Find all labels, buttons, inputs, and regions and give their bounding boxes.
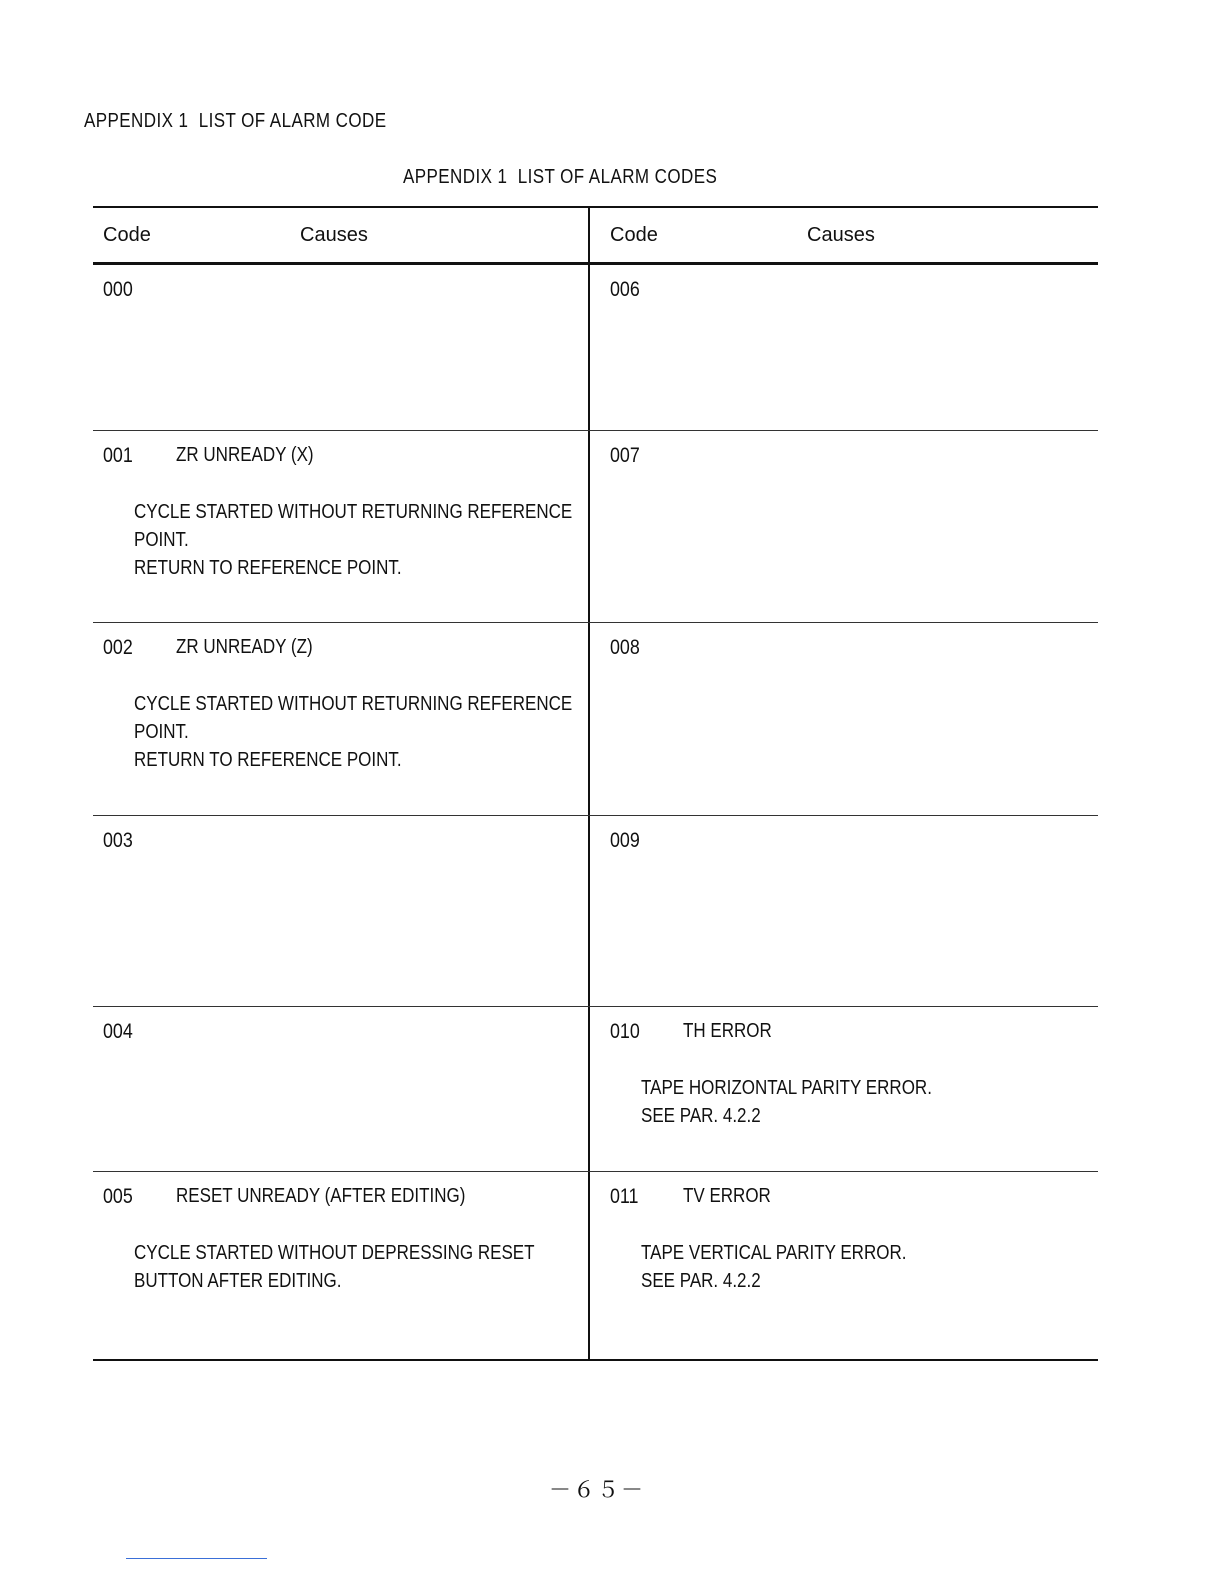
alarm-description — [134, 1239, 576, 1295]
description-line: TAPE VERTICAL PARITY ERROR. — [641, 1242, 907, 1264]
description-line: RETURN TO REFERENCE POINT. — [134, 557, 402, 579]
description-line: POINT. — [134, 721, 189, 743]
description-line: CYCLE STARTED WITHOUT RETURNING REFERENCE — [134, 501, 573, 523]
description-line: CYCLE STARTED WITHOUT RETURNING REFERENCE — [134, 693, 573, 715]
alarm-code: 000 — [103, 278, 133, 301]
alarm-description — [641, 1074, 1083, 1130]
footer-rule — [126, 1558, 267, 1559]
description-line: TAPE HORIZONTAL PARITY ERROR. — [641, 1077, 932, 1099]
alarm-name: RESET UNREADY (AFTER EDITING) — [176, 1185, 466, 1207]
alarm-code: 007 — [610, 444, 640, 467]
row-rule — [93, 430, 1098, 431]
row-rule — [93, 1006, 1098, 1007]
column-divider — [588, 208, 590, 1359]
description-line: POINT. — [134, 529, 189, 551]
alarm-code: 005 — [103, 1185, 133, 1208]
alarm-name: TV ERROR — [683, 1185, 771, 1207]
alarm-code-table — [93, 206, 1098, 1361]
description-line: SEE PAR. 4.2.2 — [641, 1105, 761, 1127]
description-line: CYCLE STARTED WITHOUT DEPRESSING RESET — [134, 1242, 535, 1264]
alarm-code: 010 — [610, 1020, 640, 1043]
alarm-code: 003 — [103, 829, 133, 852]
header-code-right: Code — [610, 224, 658, 246]
alarm-code: 002 — [103, 636, 133, 659]
alarm-code: 008 — [610, 636, 640, 659]
header-code-left: Code — [103, 224, 151, 246]
page-number: －６５－ — [549, 1477, 646, 1502]
header-rule — [93, 262, 1098, 265]
alarm-description — [134, 690, 576, 774]
table-title: APPENDIX 1 LIST OF ALARM CODES — [403, 166, 718, 188]
alarm-name: TH ERROR — [683, 1020, 772, 1042]
row-rule — [93, 1171, 1098, 1172]
description-line: RETURN TO REFERENCE POINT. — [134, 749, 402, 771]
alarm-code: 004 — [103, 1020, 133, 1043]
alarm-code: 011 — [610, 1185, 639, 1208]
section-title: APPENDIX 1 LIST OF ALARM CODE — [84, 110, 387, 132]
header-causes-left: Causes — [300, 224, 368, 246]
alarm-name: ZR UNREADY (Z) — [176, 636, 313, 658]
header-causes-right: Causes — [807, 224, 875, 246]
description-line: SEE PAR. 4.2.2 — [641, 1270, 761, 1292]
alarm-name: ZR UNREADY (X) — [176, 444, 314, 466]
description-line: BUTTON AFTER EDITING. — [134, 1270, 342, 1292]
alarm-description — [134, 498, 576, 582]
row-rule — [93, 622, 1098, 623]
alarm-code: 006 — [610, 278, 640, 301]
alarm-description — [641, 1239, 1083, 1295]
alarm-code: 009 — [610, 829, 640, 852]
row-rule — [93, 815, 1098, 816]
alarm-code: 001 — [103, 444, 133, 467]
